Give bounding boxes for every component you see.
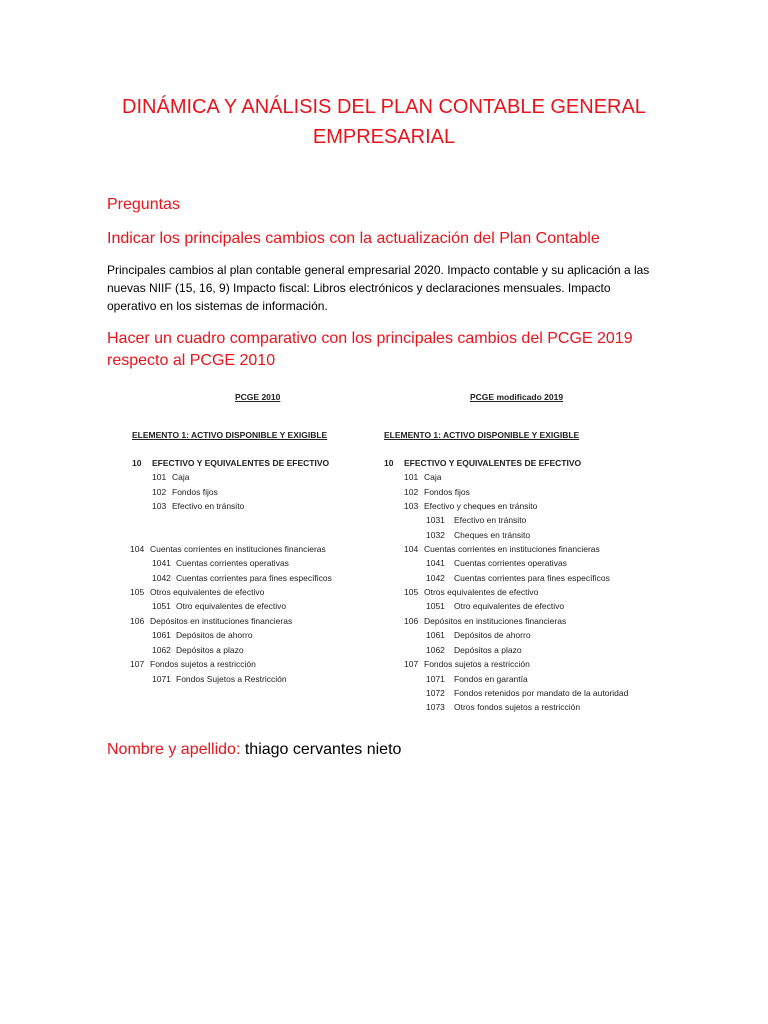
account-code: 104 (404, 544, 419, 554)
account-code: 107 (130, 659, 145, 669)
account-name: Otro equivalentes de efectivo (176, 601, 287, 611)
account-name: Cuentas corrientes en instituciones financieras (150, 544, 326, 554)
account-name: Caja (172, 472, 190, 482)
name-label: Nombre y apellido: (107, 741, 241, 758)
account-code: 1041 (426, 558, 445, 568)
account-name: Fondos sujetos a restricción (424, 659, 530, 669)
account-code: 1031 (426, 515, 445, 525)
account-code: 1062 (152, 645, 171, 655)
account-name: EFECTIVO Y EQUIVALENTES DE EFECTIVO (404, 458, 582, 468)
questions-heading: Preguntas (107, 196, 180, 213)
question-1-heading: Indicar los principales cambios con la actualización del Plan Contable (107, 230, 600, 247)
account-name: Otros equivalentes de efectivo (424, 587, 539, 597)
account-name: Depósitos de ahorro (176, 630, 253, 640)
account-code: 101 (404, 472, 419, 482)
account-name: Efectivo en tránsito (454, 515, 527, 525)
account-name: Depósitos a plazo (176, 645, 244, 655)
account-code: 1071 (426, 674, 445, 684)
account-code: 105 (404, 587, 419, 597)
account-code: 103 (404, 501, 419, 511)
account-name: Cuentas corrientes para fines específicos (454, 573, 610, 583)
account-code: 107 (404, 659, 419, 669)
name-value: thiago cervantes nieto (244, 741, 402, 758)
account-code: 1061 (426, 630, 445, 640)
account-name: Otros fondos sujetos a restricción (454, 702, 581, 712)
question-2-heading-line-1: Hacer un cuadro comparativo con los principales cambios del PCGE 2019 (107, 330, 633, 347)
account-name: Cheques en tránsito (454, 530, 531, 540)
account-name: Depósitos a plazo (454, 645, 522, 655)
name-line (107, 739, 401, 761)
account-code: 1062 (426, 645, 445, 655)
question-2-heading-line-2: respecto al PCGE 2010 (107, 352, 276, 369)
pcge-2010-title: PCGE 2010 (235, 392, 281, 402)
account-name: Depósitos en instituciones financieras (150, 616, 293, 626)
document-title (100, 92, 668, 152)
account-name: Fondos sujetos a restricción (150, 659, 256, 669)
account-code: 106 (404, 616, 419, 626)
question-1-answer: Principales cambios al plan contable general empresarial 2020. Impacto contable y su aplicación a las nuevas NIIF (15, 16, 9) Impacto fiscal: Libros electrónicos y declaraciones mensuales. Impacto operativo en los sistemas de información. (107, 263, 650, 313)
account-code: 1072 (426, 688, 445, 698)
pcge-2010-element-title: ELEMENTO 1: ACTIVO DISPONIBLE Y EXIGIBLE (132, 430, 328, 440)
account-code: 104 (130, 544, 145, 554)
account-name: Fondos retenidos por mandato de la autoridad (454, 688, 629, 698)
account-code: 105 (130, 587, 145, 597)
account-code: 1071 (152, 674, 171, 684)
account-name: Cuentas corrientes operativas (454, 558, 567, 568)
account-name: Otros equivalentes de efectivo (150, 587, 265, 597)
account-name: Depósitos de ahorro (454, 630, 531, 640)
comparison-figure (125, 392, 645, 722)
account-name: Cuentas corrientes en instituciones financieras (424, 544, 600, 554)
account-code: 102 (404, 487, 419, 497)
account-code: 103 (152, 501, 167, 511)
account-code: 1073 (426, 702, 445, 712)
account-name: EFECTIVO Y EQUIVALENTES DE EFECTIVO (152, 458, 330, 468)
account-name: Caja (424, 472, 442, 482)
account-code: 102 (152, 487, 167, 497)
account-code: 1032 (426, 530, 445, 540)
account-name: Fondos fijos (172, 487, 218, 497)
account-name: Fondos fijos (424, 487, 470, 497)
account-name: Otro equivalentes de efectivo (454, 601, 565, 611)
account-name: Efectivo en tránsito (172, 501, 245, 511)
account-code: 1051 (426, 601, 445, 611)
account-name: Depósitos en instituciones financieras (424, 616, 567, 626)
account-name: Cuentas corrientes operativas (176, 558, 289, 568)
title-line-1: DINÁMICA Y ANÁLISIS DEL PLAN CONTABLE GENERAL (122, 96, 646, 118)
account-code: 1042 (152, 573, 171, 583)
account-code: 1051 (152, 601, 171, 611)
account-code: 1041 (152, 558, 171, 568)
account-name: Cuentas corrientes para fines específicos (176, 573, 332, 583)
pcge-2019-element-title: ELEMENTO 1: ACTIVO DISPONIBLE Y EXIGIBLE (384, 430, 580, 440)
account-name: Fondos Sujetos a Restricción (176, 674, 287, 684)
account-code: 106 (130, 616, 145, 626)
account-code: 1042 (426, 573, 445, 583)
account-code: 10 (384, 458, 394, 468)
account-code: 10 (132, 458, 142, 468)
pcge-2019-title: PCGE modificado 2019 (470, 392, 564, 402)
title-line-2: EMPRESARIAL (312, 126, 456, 148)
question-2-heading (107, 328, 633, 372)
account-code: 1061 (152, 630, 171, 640)
account-name: Efectivo y cheques en tránsito (424, 501, 538, 511)
account-name: Fondos en garantía (454, 674, 528, 684)
account-code: 101 (152, 472, 167, 482)
